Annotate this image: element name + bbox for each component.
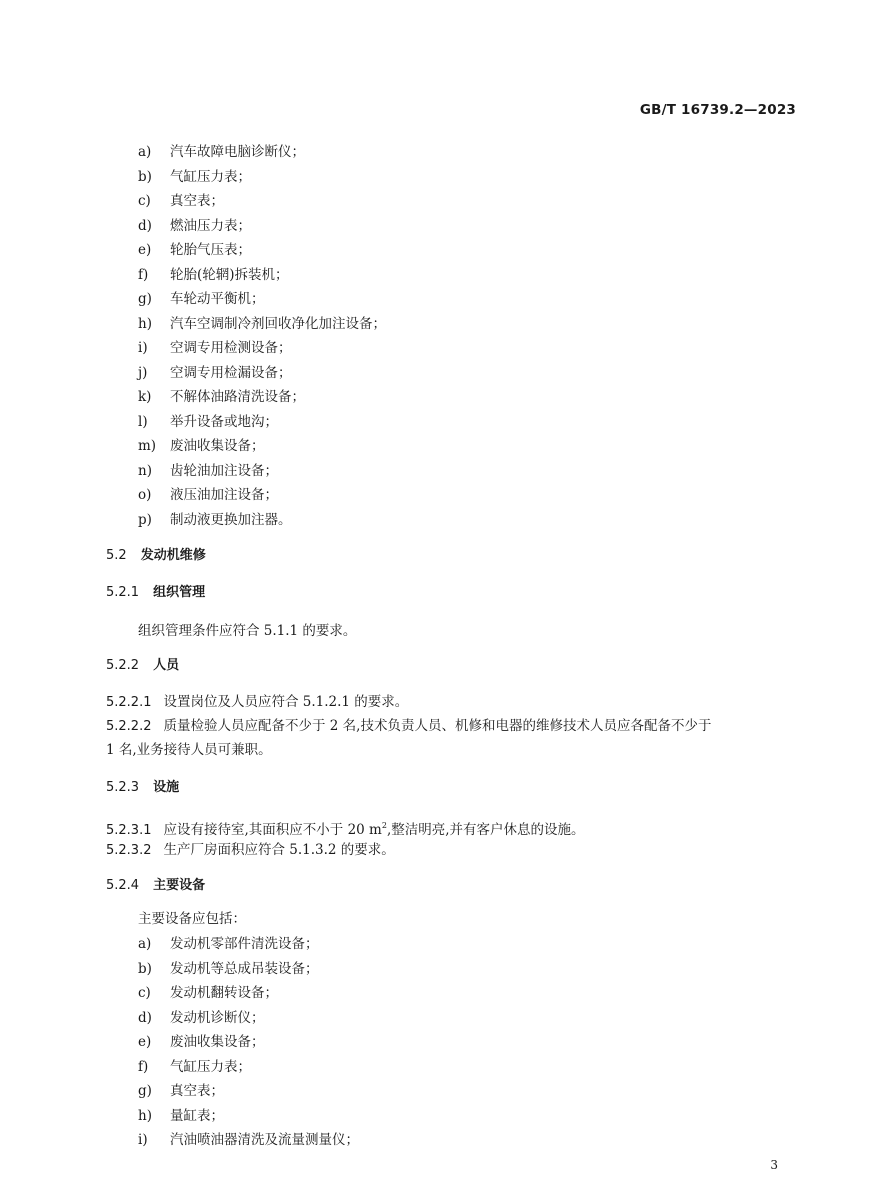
section-title: 主要设备	[153, 878, 206, 893]
list-item	[138, 410, 386, 435]
list-item-text: 发动机翻转设备；	[170, 985, 278, 1001]
list-marker: f)	[138, 1058, 149, 1075]
list-item-text: 汽车空调制冷剂回收净化加注设备；	[170, 315, 386, 332]
clause-number: 5.2.2.1	[106, 695, 152, 710]
list-marker: i)	[138, 340, 148, 356]
list-item-text: 发动机零部件清洗设备；	[170, 936, 319, 952]
section-number: 5.2.4	[106, 878, 140, 893]
section-number: 5.2.3	[106, 780, 140, 795]
list-marker: f)	[138, 266, 149, 283]
section-5-2-1-body: 组织管理条件应符合 5.1.1 的要求。	[138, 623, 357, 639]
list-item	[138, 312, 386, 337]
list-item-text: 齿轮油加注设备；	[170, 462, 278, 479]
list-item	[138, 189, 386, 214]
list-item-text: 轮胎气压表；	[170, 242, 251, 258]
list-item-text: 废油收集设备；	[170, 438, 265, 454]
clause-text: 应设有接待室,其面积应不小于 20 m	[163, 822, 382, 838]
list-item	[138, 140, 386, 165]
list-marker: g)	[138, 291, 152, 307]
page-number: 3	[770, 1158, 778, 1172]
list-item	[138, 1055, 359, 1080]
clause-text: 生产厂房面积应符合 5.1.3.2 的要求。	[163, 842, 395, 858]
list-marker: i)	[138, 1132, 148, 1148]
main-equipment-list	[138, 932, 359, 1153]
clause-5-2-2-1	[106, 690, 408, 715]
section-5-2-heading	[106, 546, 206, 566]
list-item-text: 液压油加注设备；	[170, 487, 278, 503]
list-marker: c)	[138, 193, 151, 209]
list-marker: c)	[138, 985, 151, 1001]
list-item	[138, 957, 359, 982]
list-item-text: 举升设备或地沟；	[170, 413, 278, 430]
list-item-text: 气缸压力表；	[170, 1058, 251, 1075]
list-marker: p)	[138, 511, 152, 528]
list-marker: h)	[138, 1107, 152, 1124]
clause-text-continued: ,整洁明亮,并有客户休息的设施。	[386, 822, 585, 838]
list-marker: j)	[138, 364, 148, 381]
clause-text: 质量检验人员应配备不少于 2 名,技术负责人员、机修和电器的维修技术人员应各配备不少于	[163, 718, 712, 734]
list-item	[138, 336, 386, 361]
list-marker: h)	[138, 315, 152, 332]
list-marker: m)	[138, 438, 157, 454]
list-marker: e)	[138, 242, 152, 258]
list-item-text: 燃油压力表；	[170, 217, 251, 234]
list-item	[138, 238, 386, 263]
list-item-text: 汽油喷油器清洗及流量测量仪；	[170, 1132, 359, 1148]
list-item-text: 不解体油路清洗设备；	[170, 389, 305, 405]
clause-5-2-3-2	[106, 838, 395, 863]
list-marker: a)	[138, 936, 152, 952]
list-item-text: 发动机诊断仪；	[170, 1009, 265, 1026]
list-item	[138, 508, 386, 533]
list-item	[138, 214, 386, 239]
superscript: 2	[381, 821, 387, 830]
list-item	[138, 263, 386, 288]
list-item-text: 真空表；	[170, 193, 224, 209]
section-5-2-4-intro: 主要设备应包括：	[138, 911, 246, 927]
list-item	[138, 932, 359, 957]
list-item-text: 发动机等总成吊装设备；	[170, 960, 319, 977]
list-item-text: 真空表；	[170, 1083, 224, 1099]
clause-5-2-2-2	[106, 714, 711, 739]
list-marker: b)	[138, 960, 152, 977]
list-marker: b)	[138, 168, 152, 185]
list-item	[138, 981, 359, 1006]
list-item-text: 空调专用检漏设备；	[170, 364, 292, 381]
list-item-text: 制动液更换加注器。	[170, 511, 292, 528]
section-title: 组织管理	[153, 585, 206, 600]
list-item	[138, 434, 386, 459]
list-marker: l)	[138, 413, 148, 430]
list-marker: n)	[138, 462, 152, 479]
list-item-text: 轮胎(轮辋)拆装机；	[170, 266, 289, 283]
list-item-text: 量缸表；	[170, 1107, 224, 1124]
section-title: 人员	[153, 658, 180, 673]
list-item-text: 车轮动平衡机；	[170, 291, 265, 307]
section-number: 5.2.2	[106, 658, 140, 673]
list-marker: e)	[138, 1034, 152, 1050]
section-number: 5.2	[106, 548, 127, 563]
list-item	[138, 287, 386, 312]
section-title: 发动机维修	[140, 548, 206, 563]
list-item-text: 汽车故障电脑诊断仪；	[170, 144, 305, 160]
list-item	[138, 165, 386, 190]
list-item-text: 空调专用检测设备；	[170, 340, 292, 356]
clause-number: 5.2.2.2	[106, 719, 152, 734]
list-item-text: 废油收集设备；	[170, 1034, 265, 1050]
section-number: 5.2.1	[106, 585, 140, 600]
list-item	[138, 1104, 359, 1129]
list-marker: k)	[138, 389, 152, 405]
list-item-text: 气缸压力表；	[170, 168, 251, 185]
list-marker: o)	[138, 487, 152, 503]
list-item	[138, 1006, 359, 1031]
section-title: 设施	[153, 780, 180, 795]
list-item	[138, 483, 386, 508]
list-marker: d)	[138, 217, 152, 234]
clause-5-2-2-2-continued: 1 名,业务接待人员可兼职。	[106, 742, 272, 758]
list-item	[138, 1079, 359, 1104]
list-marker: g)	[138, 1083, 152, 1099]
list-item	[138, 459, 386, 484]
clause-number: 5.2.3.1	[106, 823, 152, 838]
list-item	[138, 1030, 359, 1055]
list-marker: d)	[138, 1009, 152, 1026]
clause-number: 5.2.3.2	[106, 843, 152, 858]
list-item	[138, 385, 386, 410]
equipment-list-continued	[138, 140, 386, 532]
section-5-2-1-heading	[106, 583, 205, 603]
section-5-2-2-heading	[106, 656, 179, 676]
list-marker: a)	[138, 144, 152, 160]
list-item	[138, 1128, 359, 1153]
list-item	[138, 361, 386, 386]
clause-text: 设置岗位及人员应符合 5.1.2.1 的要求。	[163, 694, 409, 710]
standard-number: GB/T 16739.2—2023	[639, 102, 796, 118]
section-5-2-4-heading	[106, 876, 205, 896]
section-5-2-3-heading	[106, 778, 179, 798]
